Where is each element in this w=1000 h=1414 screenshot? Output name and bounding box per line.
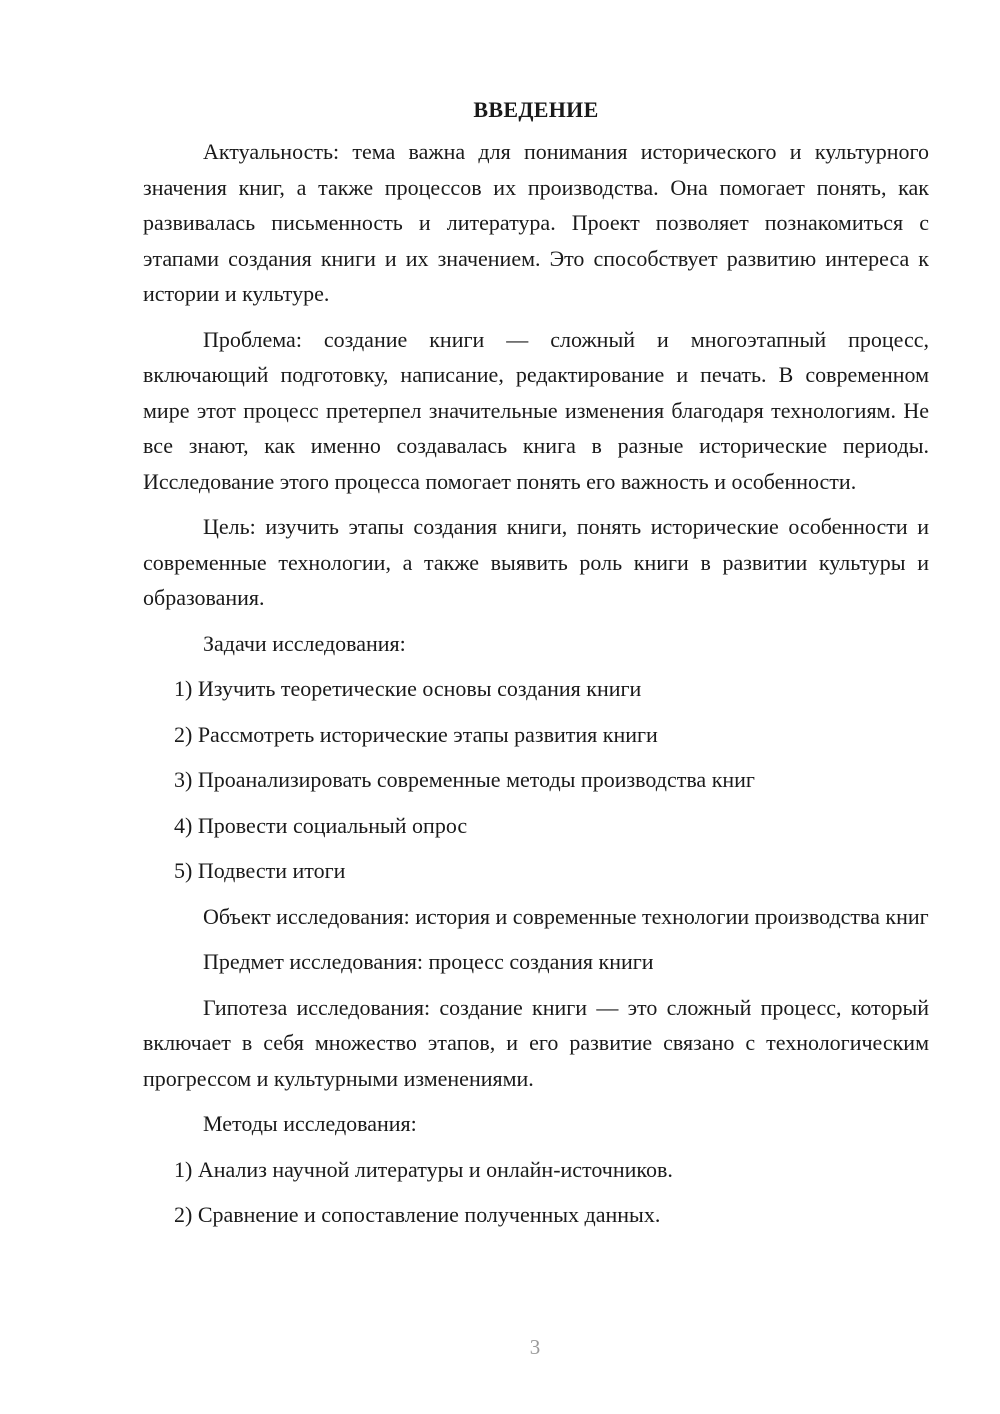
task-item: 3) Проанализировать современные методы производства книг (174, 767, 755, 792)
task-item: 4) Провести социальный опрос (174, 812, 468, 838)
goal-paragraph: Цель: изучить этапы создания книги, понять исторические особенности и современные технологии, а также выявить роль книги в развитии культуры и образования. (143, 514, 929, 610)
document-page (143, 92, 929, 1243)
problem-paragraph: Проблема: создание книги — сложный и многоэтапный процесс, включающий подготовку, написание, редактирование и печать. В современном мире этот процесс претерпел значительные изменения благодаря технологиям. Не все знают, как именно создавалась книга в разные исторические периоды. Исследование этого процесса помогает понять его важность и особенности. (143, 326, 929, 494)
task-item: 2) Рассмотреть исторические этапы развития книги (174, 721, 658, 747)
object-paragraph: Объект исследования: история и современные технологии производства книг (203, 903, 929, 929)
task-item: 5) Подвести итоги (174, 858, 346, 883)
task-item: 1) Изучить теоретические основы создания книги (174, 676, 642, 701)
relevance-paragraph: Актуальность: тема важна для понимания исторического и культурного значения книг, а также процессов их производства. Она помогает понять, как развивалась письменность и литература. Проект позволяет познакомиться с этапами создания книги и их значением. Это способствует развитию интереса к истории и культуре. (143, 139, 929, 306)
tasks-label: Задачи исследования: (203, 630, 406, 656)
methods-label: Методы исследования: (203, 1111, 417, 1136)
method-item: 2) Сравнение и сопоставление полученных данных. (174, 1202, 661, 1227)
section-heading: ВВЕДЕНИЕ (473, 97, 599, 122)
page-number: 3 (529, 1335, 541, 1359)
subject-line: Предмет исследования: процесс создания книги (203, 949, 654, 974)
hypothesis-paragraph: Гипотеза исследования: создание книги — это сложный процесс, который включает в себя множество этапов, и его развитие связано с технологическим прогрессом и культурными изменениями. (143, 994, 929, 1091)
method-item: 1) Анализ научной литературы и онлайн-источников. (174, 1156, 673, 1182)
